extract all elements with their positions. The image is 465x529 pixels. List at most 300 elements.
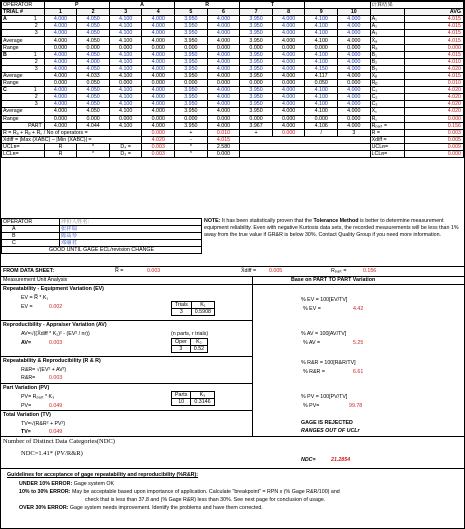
measurement-cell: 4.117 [305, 72, 338, 79]
measurement-cell[interactable]: 4.100 [109, 65, 142, 72]
measurement-row [2, 101, 464, 108]
trial-header-label: TRIAL # [2, 9, 45, 16]
measurement-cell[interactable]: 4.000 [142, 51, 175, 58]
measurement-cell[interactable]: 3.950 [240, 30, 273, 37]
op: * [77, 150, 110, 157]
measurement-cell[interactable]: 4.000 [142, 101, 175, 108]
trial-column-header: 8 [272, 9, 305, 16]
result-avg: 4.020 [405, 65, 464, 72]
measurement-cell[interactable]: 4.000 [272, 58, 305, 65]
result-label: A₂ [370, 23, 405, 30]
measurement-cell: 0.000 [240, 80, 273, 87]
measurement-cell[interactable]: 4.000 [44, 101, 77, 108]
operator-a: A [2, 226, 60, 233]
measurement-cell[interactable]: 4.100 [305, 58, 338, 65]
result-avg: 4.015 [405, 51, 464, 58]
part-average-cell: 4.000 [338, 122, 371, 129]
xdiff-result: 0.005 [405, 136, 464, 143]
result-avg: 4.015 [405, 23, 464, 30]
measurement-cell[interactable]: 4.000 [44, 16, 77, 23]
measurement-cell: 3.950 [175, 108, 208, 115]
measurement-cell[interactable]: 3.950 [175, 30, 208, 37]
measurement-cell[interactable]: 3.950 [240, 51, 273, 58]
measurement-cell: 4.050 [77, 108, 110, 115]
measurement-cell[interactable]: 4.000 [338, 87, 371, 94]
rbar-b: 0.010 [207, 129, 240, 136]
measurement-cell: 4.000 [338, 37, 371, 44]
measurement-cell: 4.000 [44, 72, 77, 79]
row-label: 3 [2, 30, 45, 37]
measurement-cell[interactable]: 3.950 [240, 23, 273, 30]
measurement-row [2, 51, 464, 58]
part-range-label: Rₚₐᵣₜ = [370, 122, 405, 129]
measurement-cell[interactable]: 4.100 [109, 16, 142, 23]
measurement-cell[interactable]: 3.950 [240, 65, 273, 72]
measurement-cell[interactable]: 4.100 [109, 58, 142, 65]
measurement-cell[interactable]: 4.000 [44, 23, 77, 30]
result-avg: 4.020 [405, 101, 464, 108]
measurement-cell[interactable]: 4.000 [207, 30, 240, 37]
rbar-c: 0.000 [272, 129, 305, 136]
ucl-d-label: D₄ = [109, 143, 142, 150]
rbar-label: R̿ = [370, 129, 405, 136]
row-label: Average [2, 108, 45, 115]
row-label: 3 [2, 101, 45, 108]
measurement-cell: 4.000 [272, 108, 305, 115]
result-label: X̄꜀ [370, 108, 405, 115]
measurement-cell[interactable]: 4.000 [272, 30, 305, 37]
measurement-cell[interactable]: 4.000 [207, 58, 240, 65]
measurement-cell[interactable]: 3.950 [175, 16, 208, 23]
measurement-cell[interactable]: 4.000 [44, 58, 77, 65]
operator-header-row [2, 2, 464, 9]
measurement-cell[interactable]: 4.000 [77, 58, 110, 65]
measurement-row [2, 65, 464, 72]
measurement-cell[interactable]: 4.000 [338, 101, 371, 108]
result-avg: 4.015 [405, 37, 464, 44]
measurement-cell: 0.000 [305, 115, 338, 122]
measurement-cell: 0.000 [207, 115, 240, 122]
ndc-title: Number of Distinct Data Categories(NDC) [3, 438, 115, 445]
operator-letter: P [44, 2, 109, 9]
measurement-cell: 4.000 [44, 37, 77, 44]
measurement-cell[interactable]: 3.950 [175, 101, 208, 108]
measurement-cell[interactable]: 4.050 [77, 65, 110, 72]
measurement-cell[interactable]: 4.000 [44, 30, 77, 37]
tv-value: 0.049 [49, 429, 63, 435]
result-avg: 0.000 [405, 115, 464, 122]
measurement-cell[interactable]: 4.000 [272, 87, 305, 94]
measurement-cell: 4.000 [142, 108, 175, 115]
guidelines-title: Guidelines for acceptance of gage repeatability and reproducibility (%R&R): [7, 472, 199, 478]
result-label: B₃ [370, 65, 405, 72]
ev-formula: EV = R̿ * K₁ [21, 295, 49, 301]
measurement-cell[interactable]: 4.100 [305, 101, 338, 108]
trial-column-header: 2 [77, 9, 110, 16]
measurement-cell[interactable]: 4.000 [142, 23, 175, 30]
measurement-cell: 0.000 [44, 115, 77, 122]
xdiff-formula: X̄diff = |Max (X̄ABC) – |Min (X̄ABC)| = [2, 136, 142, 143]
measurement-cell[interactable]: 4.100 [109, 87, 142, 94]
measurement-cell[interactable]: 4.000 [142, 16, 175, 23]
operator-group-label: C [3, 87, 7, 94]
operator-group-label: B [3, 51, 7, 58]
measurement-cell[interactable]: 3.950 [240, 16, 273, 23]
pv-title: Part Variation (PV) [3, 385, 50, 391]
lcl-rbar: 0.003 [142, 150, 175, 157]
ucl-result: 0.009 [405, 143, 464, 150]
operator-b-name[interactable]: 陈高琴 [60, 233, 202, 240]
operator-c: C [2, 240, 60, 247]
rr-formula: R&R= √(EV² + AV²) [21, 367, 67, 373]
trial-column-header: 10 [338, 9, 371, 16]
measurement-cell[interactable]: 3.950 [240, 101, 273, 108]
measurement-cell[interactable]: 4.000 [207, 94, 240, 101]
measurement-cell: 4.000 [338, 72, 371, 79]
part-row [2, 122, 464, 129]
row-label [2, 87, 45, 94]
measurement-cell: 0.050 [305, 80, 338, 87]
ucl-label: UCLʀ= [2, 143, 45, 150]
pv-k-table: Parts K₃ 10 0.3146 [171, 391, 215, 406]
measurement-row [2, 94, 464, 101]
measurement-cell[interactable]: 3.950 [175, 65, 208, 72]
measurement-cell[interactable]: 4.050 [77, 16, 110, 23]
row-label: 1 [33, 16, 37, 23]
av-value: 0.003 [49, 340, 63, 346]
xdiff-row [2, 136, 464, 143]
tolerance-note: NOTE: It has been statistically proven that the Tolerance Method is better to determine measurement equipment reliability. Even with negative Kurtosis data sets, the recorded measurements will be less than 1% away from the true value if GR&R is below 30%. Contact Quality Group if you need more information. [204, 218, 459, 239]
rr-percent: 6.61 [353, 369, 364, 375]
measurement-cell[interactable]: 4.000 [338, 94, 371, 101]
measurement-row [2, 80, 464, 87]
measurement-cell[interactable]: 3.950 [240, 94, 273, 101]
measurement-cell[interactable]: 4.000 [272, 65, 305, 72]
measurement-cell[interactable]: 4.000 [44, 87, 77, 94]
op: + [240, 129, 273, 136]
av-formula: AV=√((X̄diff * K₂)² - (EV² / nr)) [21, 331, 90, 337]
analysis-section: Measurement Unit Analysis Base on PART TO PART Variation Repeatability - Equipment Variation (EV) EV = R̿ * K₁ EV = 0.002 Trials K₁ 3 0.5908 % EV = 100[EV/TV] % EV = 4.42 Reproducibility - Appraiser Variation (AV) AV=√((X̄diff * K₂)² - (EV² / nr)) (n parts, r trials) AV= 0.003 Oper K₂ 3 0.52 % AV = 100[AV/TV] % AV = 5.25 Repeatability & Reproducibility (R & R) R&R= √(EV² + AV²) R&R= 0.003 % R&R = 100[R&R/TV] % R&R = 6.61 Part Variation (PV) PV= Rₚₐᵣₜ * K₃ PV= 0.049 Parts K₃ 10 0.3146 % PV = 100[PV/TV] % PV= 99.78 Total Variation (TV) TV=√(R&R² + PV²) TV= 0.049 GAGE IS REJECTED RANGES OUT OF UCLr Number of Distinct Data Categories(NDC) NDC=1.41* (PV/R&R) NDC= 21.2854 [1, 276, 464, 466]
result-label: A₃ [370, 30, 405, 37]
measurement-cell[interactable]: 4.100 [305, 94, 338, 101]
measurement-cell: 0.000 [44, 80, 77, 87]
measurement-row [2, 37, 464, 44]
lcl-rbar-symbol: R̿ [44, 150, 77, 157]
measurement-cell: 0.000 [142, 80, 175, 87]
measurement-cell: 0.000 [142, 115, 175, 122]
operator-count: 3 [338, 129, 371, 136]
measurement-row [2, 30, 464, 37]
measurement-cell: 0.000 [109, 115, 142, 122]
result-avg: 0.010 [405, 80, 464, 87]
measurement-cell[interactable]: 4.100 [305, 30, 338, 37]
rbar-formula: R̿ = R̄ₐ + R̄ᵦ + R̄꜀ / No of operators = [2, 129, 142, 136]
row-label [2, 51, 45, 58]
row-label: Average [2, 72, 45, 79]
row-label: 2 [2, 94, 45, 101]
result-label: C₃ [370, 101, 405, 108]
measurement-cell[interactable]: 4.000 [142, 94, 175, 101]
op: / [305, 129, 338, 136]
measurement-cell[interactable]: 4.050 [77, 94, 110, 101]
measurement-cell[interactable]: 3.950 [175, 87, 208, 94]
op: * [175, 143, 208, 150]
measurement-row [2, 58, 464, 65]
operator-b: B [2, 233, 60, 240]
measurement-row [2, 16, 464, 23]
ucl-d-value: 2.580 [207, 143, 240, 150]
measurement-cell[interactable]: 4.100 [305, 87, 338, 94]
good-until-note: GOOD UNTIL GAGE ECL/revision CHANGE [2, 247, 202, 254]
lcl-d-value: 0.000 [207, 150, 240, 157]
measurement-cell[interactable]: 4.000 [338, 23, 371, 30]
measurement-cell: 4.000 [142, 37, 175, 44]
part-average-cell: 4.000 [272, 122, 305, 129]
measurement-cell[interactable]: 4.000 [272, 16, 305, 23]
ev-k-table: Trials K₁ 3 0.5908 [171, 301, 215, 316]
operator-group-label: A [3, 16, 7, 23]
measurement-cell[interactable]: 3.950 [175, 94, 208, 101]
measurement-cell[interactable]: 4.000 [338, 16, 371, 23]
measurement-cell[interactable]: 4.150 [305, 65, 338, 72]
measurement-cell[interactable]: 4.050 [77, 23, 110, 30]
measurement-cell[interactable]: 3.950 [175, 51, 208, 58]
measurement-cell[interactable]: 4.000 [44, 94, 77, 101]
gage-rejected: GAGE IS REJECTED [301, 420, 353, 426]
xdiff-label: X̄diff = [370, 136, 405, 143]
result-label-header [370, 9, 405, 16]
result-avg: 4.015 [405, 72, 464, 79]
rbar-value: 0.003 [147, 268, 161, 274]
op: - [175, 136, 208, 143]
ucl-rbar: 0.003 [142, 143, 175, 150]
measurement-cell[interactable]: 4.100 [109, 30, 142, 37]
measurement-cell: 0.050 [77, 80, 110, 87]
av-k-table: Oper K₂ 3 0.52 [171, 338, 208, 353]
measurement-row [2, 44, 464, 51]
part-average-cell: 4.106 [305, 122, 338, 129]
measurement-cell[interactable]: 4.100 [109, 101, 142, 108]
result-avg: 0.000 [405, 44, 464, 51]
measurement-cell: 4.100 [109, 37, 142, 44]
rr-value: 0.003 [49, 375, 63, 381]
measurement-cell: 0.000 [175, 44, 208, 51]
lcl-row [2, 150, 464, 157]
measurement-cell[interactable]: 3.950 [175, 58, 208, 65]
lcl-d-label: D₃ = [109, 150, 142, 157]
analysis-right-title: Base on PART TO PART Variation [291, 277, 376, 283]
ndc-value: 21.2854 [331, 457, 351, 463]
av-title: Reproducibility - Appraiser Variation (AV) [3, 322, 107, 328]
measurement-cell[interactable]: 4.000 [338, 51, 371, 58]
measurement-cell: 0.000 [240, 44, 273, 51]
measurement-cell[interactable]: 4.000 [44, 51, 77, 58]
measurement-cell: 0.000 [175, 115, 208, 122]
measurement-cell[interactable]: 4.000 [272, 94, 305, 101]
operator-names-table [1, 218, 202, 254]
measurement-cell[interactable]: 4.000 [142, 58, 175, 65]
measurement-cell[interactable]: 3.950 [240, 58, 273, 65]
measurement-cell[interactable]: 4.100 [109, 94, 142, 101]
result-label: C₁ [370, 87, 405, 94]
measurement-cell[interactable]: 4.100 [305, 23, 338, 30]
measurement-cell[interactable]: 4.000 [338, 30, 371, 37]
ranges-out: RANGES OUT OF UCLr [301, 428, 360, 434]
measurement-cell: 0.000 [338, 115, 371, 122]
result-avg: 4.015 [405, 16, 464, 23]
measurement-cell[interactable]: 4.000 [207, 65, 240, 72]
result-label: C₂ [370, 94, 405, 101]
measurement-cell: 3.950 [240, 108, 273, 115]
measurement-cell[interactable]: 4.000 [207, 23, 240, 30]
measurement-cell: 3.950 [175, 37, 208, 44]
ev-percent: 4.42 [353, 306, 364, 312]
measurement-row [2, 115, 464, 122]
ucl-result-label: UCLʀ= [370, 143, 405, 150]
row-label: Range [2, 44, 45, 51]
measurement-cell[interactable]: 4.000 [207, 51, 240, 58]
result-label: B₁ [370, 51, 405, 58]
measurement-cell[interactable]: 4.000 [338, 65, 371, 72]
result-label: R̄ₐ [370, 44, 405, 51]
pv-formula: PV= Rₚₐᵣₜ * K₃ [21, 394, 55, 400]
measurement-cell: 0.000 [272, 44, 305, 51]
measurement-cell: 4.000 [44, 108, 77, 115]
rbar-row [2, 129, 464, 136]
tv-title: Total Variation (TV) [3, 412, 51, 418]
measurement-cell[interactable]: 4.000 [207, 87, 240, 94]
row-label: Range [2, 80, 45, 87]
measurement-cell: 4.033 [77, 72, 110, 79]
part-average-cell: 4.000 [44, 122, 77, 129]
trial-column-header: 4 [142, 9, 175, 16]
result-label: A₁ [370, 16, 405, 23]
result-avg: 4.020 [405, 108, 464, 115]
result-label: R̄ᵦ [370, 80, 405, 87]
operator-letter: A [109, 2, 174, 9]
lcl-result-label: LCLʀ= [370, 150, 405, 157]
op: + [175, 129, 208, 136]
trial-column-header: 1 [44, 9, 77, 16]
result-title: 计算结果 [370, 2, 463, 9]
measurement-cell: 0.000 [207, 80, 240, 87]
part-average-cell: 4.000 [207, 122, 240, 129]
measurement-cell[interactable]: 4.000 [207, 101, 240, 108]
measurement-cell: 3.950 [175, 72, 208, 79]
row-label: 1 [33, 87, 37, 94]
part-label: PART [2, 122, 45, 129]
trial-column-header: 9 [305, 9, 338, 16]
result-label: X̄ₐ [370, 37, 405, 44]
operator-note-section [1, 218, 464, 268]
measurement-cell[interactable]: 4.000 [44, 65, 77, 72]
operator-a-name[interactable]: 张祥瑞 [60, 226, 202, 233]
measurement-cell: 4.000 [272, 72, 305, 79]
measurement-cell: 0.000 [175, 80, 208, 87]
measurement-cell: 4.000 [142, 72, 175, 79]
row-label: 2 [2, 58, 45, 65]
result-avg: 4.015 [405, 30, 464, 37]
rbar-a: 0.000 [142, 129, 175, 136]
part-average-cell: 3.950 [175, 122, 208, 129]
tv-formula: TV=√(R&R² + PV²) [21, 421, 66, 427]
ucl-row [2, 143, 464, 150]
measurement-cell[interactable]: 4.000 [272, 51, 305, 58]
ucl-rbar-symbol: R̿ [44, 143, 77, 150]
measurement-cell[interactable]: 4.050 [77, 51, 110, 58]
pv-percent: 99.78 [349, 403, 363, 409]
measurement-cell: 4.100 [305, 37, 338, 44]
measurement-table [1, 1, 464, 158]
measurement-cell[interactable]: 4.000 [142, 87, 175, 94]
ev-title: Repeatability - Equipment Variation (EV) [3, 286, 104, 292]
xdiff-max: 4.020 [142, 136, 175, 143]
result-label: X̄ᵦ [370, 72, 405, 79]
measurement-cell[interactable]: 4.100 [109, 23, 142, 30]
pv-value: 0.049 [49, 403, 63, 409]
measurement-cell[interactable]: 3.950 [175, 23, 208, 30]
measurement-cell: 0.000 [77, 115, 110, 122]
measurement-cell[interactable]: 3.950 [240, 87, 273, 94]
measurement-cell: 0.000 [109, 44, 142, 51]
measurement-cell[interactable]: 4.000 [142, 65, 175, 72]
part-average-cell: 3.967 [240, 122, 273, 129]
trial-column-header: 3 [109, 9, 142, 16]
measurement-cell[interactable]: 4.000 [207, 16, 240, 23]
measurement-cell[interactable]: 4.100 [109, 51, 142, 58]
measurement-row [2, 72, 464, 79]
from-data-sheet-row: FROM DATA SHEET: R̿ = 0.003 X̄diff = 0.005 Rₚₐᵣₜ = 0.156 [1, 266, 464, 277]
avg-header: AVG [405, 9, 464, 16]
part-average-cell: 4.044 [77, 122, 110, 129]
measurement-cell: 4.000 [272, 37, 305, 44]
operator-c-name[interactable]: 邓丽君 [60, 240, 202, 247]
operator-letter: R [175, 2, 240, 9]
part-average-cell: 4.100 [109, 122, 142, 129]
part-average-cell: 4.000 [142, 122, 175, 129]
measurement-cell[interactable]: 4.050 [77, 30, 110, 37]
row-label [2, 16, 45, 23]
measurement-cell: 0.000 [142, 44, 175, 51]
trial-column-header: 5 [175, 9, 208, 16]
measurement-cell: 0.000 [77, 44, 110, 51]
measurement-cell: 0.000 [207, 44, 240, 51]
measurement-cell[interactable]: 4.100 [305, 51, 338, 58]
measurement-cell: 4.100 [109, 72, 142, 79]
rbar-result: 0.003 [405, 129, 464, 136]
measurement-cell: 0.000 [338, 44, 371, 51]
measurement-cell[interactable]: 4.000 [272, 101, 305, 108]
operator-header-label: OPERATOR [2, 2, 45, 9]
spacer [240, 143, 370, 150]
measurement-cell[interactable]: 4.050 [77, 101, 110, 108]
measurement-cell[interactable]: 4.000 [338, 58, 371, 65]
measurement-cell[interactable]: 4.000 [272, 23, 305, 30]
measurement-row [2, 108, 464, 115]
measurement-cell: 3.950 [240, 72, 273, 79]
measurement-cell: 0.000 [44, 44, 77, 51]
measurement-cell[interactable]: 4.100 [305, 16, 338, 23]
measurement-cell[interactable]: 4.050 [77, 87, 110, 94]
trial-column-header: 7 [240, 9, 273, 16]
operator-letter: T [240, 2, 305, 9]
result-avg: 4.020 [405, 87, 464, 94]
measurement-cell[interactable]: 4.000 [142, 30, 175, 37]
row-label: 1 [33, 51, 37, 58]
operator-name-caption: 评价人姓名： [60, 219, 202, 226]
row-label: 3 [2, 65, 45, 72]
xdiff-min: 4.015 [207, 136, 240, 143]
